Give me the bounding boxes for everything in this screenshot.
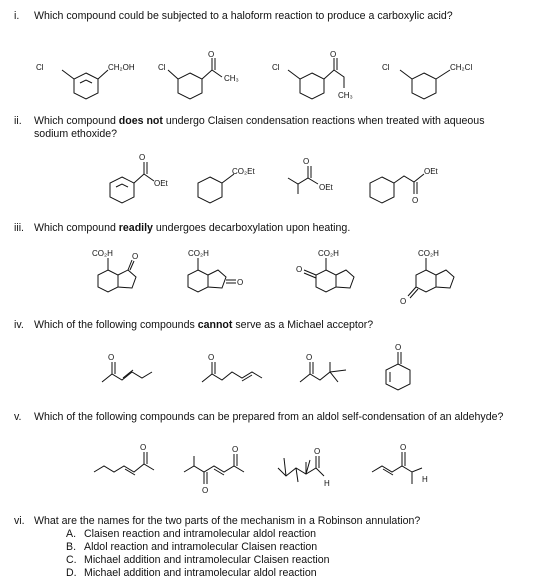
label-o: O xyxy=(202,486,209,495)
question-text: Which compound could be subjected to a haloform reaction to produce a carboxylic acid? xyxy=(34,10,453,22)
question-text: Which compound xyxy=(34,115,119,127)
label-co2h: CO₂H xyxy=(318,249,339,258)
question-3 xyxy=(14,222,519,235)
question-1 xyxy=(14,10,519,23)
label-o: O xyxy=(330,50,337,59)
label-o: O xyxy=(208,353,215,362)
question-text: Which of the following compounds can be prepared from an aldol self-condensation of an aldehyde? xyxy=(34,411,504,423)
label-co2h: CO₂H xyxy=(418,249,439,258)
q5-structures xyxy=(20,438,525,504)
label-oet: OEt xyxy=(319,183,333,192)
q1-structures xyxy=(20,48,525,106)
question-emphasis: cannot xyxy=(197,319,233,331)
label-o: O xyxy=(232,445,239,454)
label-co2et: CO₂Et xyxy=(232,167,255,176)
label-o: O xyxy=(132,252,139,261)
label-o: O xyxy=(395,343,402,352)
label-o: O xyxy=(108,353,115,362)
question-number: vi. xyxy=(14,515,25,527)
label-o: O xyxy=(237,278,244,287)
label-o: O xyxy=(400,443,407,452)
label-o: O xyxy=(140,443,147,452)
option-a[interactable] xyxy=(66,528,317,541)
label-ch3: CH₃ xyxy=(338,91,353,100)
question-number: ii. xyxy=(14,115,22,127)
label-h: H xyxy=(422,475,428,484)
option-letter: A. xyxy=(66,528,77,540)
label-o: O xyxy=(296,265,303,274)
option-text: Claisen reaction and intramolecular aldol reaction xyxy=(84,528,317,540)
option-letter: B. xyxy=(66,541,77,553)
question-number: iv. xyxy=(14,319,24,331)
label-co2h: CO₂H xyxy=(92,249,113,258)
question-text: Which compound xyxy=(34,222,119,234)
label-oet: OEt xyxy=(424,167,438,176)
option-text: Aldol reaction and intramolecular Claisen reaction xyxy=(84,541,318,553)
question-text: serve as a Michael acceptor? xyxy=(232,319,374,331)
label-ch2oh: CH₂OH xyxy=(108,63,135,72)
label-co2h: CO₂H xyxy=(188,249,209,258)
question-emphasis: does not xyxy=(118,115,163,127)
label-o: O xyxy=(412,196,419,205)
label-o: O xyxy=(208,50,215,59)
label-o: O xyxy=(139,153,146,162)
question-text: Which of the following compounds xyxy=(34,319,198,331)
label-o: O xyxy=(314,447,321,456)
option-letter: D. xyxy=(66,567,77,579)
question-6 xyxy=(14,515,519,528)
question-2 xyxy=(14,115,519,140)
question-number: v. xyxy=(14,411,22,423)
label-o: O xyxy=(306,353,313,362)
q2-structures xyxy=(20,150,525,208)
question-text: undergo Claisen condensation reactions when treated with aqueous sodium ethoxide? xyxy=(34,115,485,140)
label-oet: OEt xyxy=(154,179,168,188)
question-4 xyxy=(14,319,519,332)
option-d[interactable] xyxy=(66,567,317,580)
question-number: i. xyxy=(14,10,20,22)
q4-structures xyxy=(20,338,525,400)
option-b[interactable] xyxy=(66,541,318,554)
label-cl: Cl xyxy=(272,63,280,72)
option-letter: C. xyxy=(66,554,77,566)
option-c[interactable] xyxy=(66,554,330,567)
question-emphasis: readily xyxy=(118,222,153,234)
label-ch2cl: CH₂Cl xyxy=(450,63,473,72)
label-cl: Cl xyxy=(36,63,44,72)
question-5 xyxy=(14,411,519,424)
option-text: Michael addition and intramolecular aldol reaction xyxy=(84,567,317,579)
label-cl: Cl xyxy=(158,63,166,72)
question-text: undergoes decarboxylation upon heating. xyxy=(152,222,351,234)
label-ch3: CH₃ xyxy=(224,74,239,83)
label-h: H xyxy=(324,479,330,488)
q3-structures xyxy=(20,242,525,312)
label-cl: Cl xyxy=(382,63,390,72)
label-o: O xyxy=(303,157,310,166)
label-o: O xyxy=(400,297,407,306)
option-text: Michael addition and intramolecular Claisen reaction xyxy=(84,554,330,566)
question-number: iii. xyxy=(14,222,25,234)
question-text: What are the names for the two parts of the mechanism in a Robinson annulation? xyxy=(34,515,421,527)
